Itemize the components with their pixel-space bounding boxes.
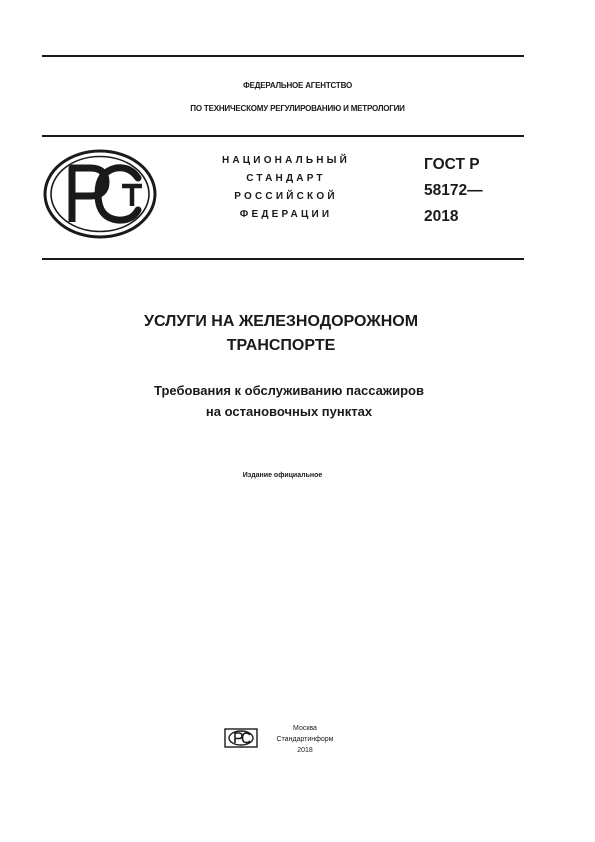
document-subtitle-line1: Требования к обслуживанию пассажиров — [154, 383, 424, 398]
standard-label-line3: РОССИЙСКОЙ — [234, 191, 338, 202]
standard-designation-line2: 58172— — [424, 182, 483, 199]
document-title-line1: УСЛУГИ НА ЖЕЛЕЗНОДОРОЖНОМ — [143, 313, 419, 330]
agency-name-line2: ПО ТЕХНИЧЕСКОМУ РЕГУЛИРОВАНИЮ И МЕТРОЛОГИИ — [190, 104, 405, 113]
standartinform-logo-icon — [224, 728, 258, 748]
edition-note: Издание официальное — [242, 472, 323, 479]
standard-label-line4: ФЕДЕРАЦИИ — [239, 209, 333, 220]
standard-designation-line3: 2018 — [424, 208, 459, 225]
publisher-name: Стандартинформ — [276, 736, 334, 743]
bottom-rule — [42, 258, 524, 260]
standard-label-line1: НАЦИОНАЛЬНЫЙ — [221, 155, 351, 166]
standard-designation-line1: ГОСТ Р — [424, 156, 480, 173]
document-subtitle-line2: на остановочных пунктах — [205, 404, 373, 419]
standard-label-line2: СТАНДАРТ — [246, 173, 326, 184]
publication-year: 2018 — [297, 747, 313, 754]
top-rule — [42, 55, 524, 57]
rst-mark-icon — [42, 148, 158, 240]
document-title-line2: ТРАНСПОРТЕ — [226, 337, 336, 354]
publisher-city: Москва — [293, 725, 317, 732]
agency-name-line1: ФЕДЕРАЛЬНОЕ АГЕНТСТВО — [242, 81, 352, 90]
middle-rule — [42, 135, 524, 137]
